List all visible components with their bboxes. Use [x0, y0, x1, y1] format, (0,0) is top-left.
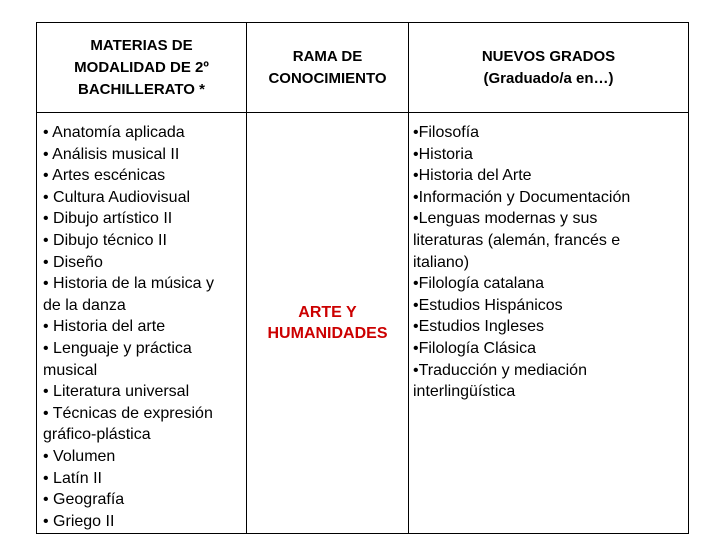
header-rama-line: RAMA DE: [292, 47, 363, 65]
materia-line: • Griego II: [43, 512, 115, 530]
rama-cell: [247, 113, 409, 534]
grado-line: •Filología Clásica: [413, 339, 536, 357]
header-materias-line: MATERIAS DE: [90, 36, 193, 54]
content-row: [37, 113, 689, 534]
materia-line: • Análisis musical II: [43, 145, 180, 163]
header-materias-line: MODALIDAD DE 2º: [74, 58, 209, 76]
materia-line: gráfico-plástica: [43, 426, 151, 444]
materias-list: [37, 113, 247, 534]
grado-line: •Estudios Ingleses: [413, 318, 545, 336]
header-rama-line: CONOCIMIENTO: [268, 69, 387, 87]
materia-line: • Literatura universal: [43, 383, 190, 401]
subjects-table: [36, 22, 689, 534]
header-rama: [247, 23, 409, 113]
materia-line: • Volumen: [43, 447, 116, 465]
grado-line: •Traducción y mediación: [413, 361, 587, 379]
header-grados: [409, 23, 689, 113]
materia-line: • Historia del arte: [43, 318, 166, 336]
materia-line: • Dibujo artístico II: [43, 210, 173, 228]
grado-line: literaturas (alemán, francés e: [413, 231, 621, 249]
grado-line: •Historia del Arte: [413, 167, 532, 185]
grado-line: interlingüística: [413, 383, 516, 401]
header-materias: [37, 23, 247, 113]
materia-line: • Técnicas de expresión: [43, 404, 213, 422]
materia-line: • Artes escénicas: [43, 167, 166, 185]
materia-line: • Dibujo técnico II: [43, 231, 167, 249]
grado-line: •Filología catalana: [413, 275, 545, 293]
materia-line: • Lenguaje y práctica: [43, 339, 192, 357]
grado-line: •Lenguas modernas y sus: [413, 210, 598, 228]
materia-line: • Latín II: [43, 469, 102, 487]
grado-line: •Estudios Hispánicos: [413, 296, 563, 314]
materia-line: • Anatomía aplicada: [43, 124, 185, 141]
grado-line: •Historia: [413, 145, 473, 163]
materia-line: musical: [43, 361, 98, 379]
grado-line: italiano): [413, 253, 470, 271]
header-row: [37, 23, 689, 113]
rama-line: ARTE Y: [298, 304, 357, 321]
materia-line: de la danza: [43, 296, 126, 314]
materia-line: • Cultura Audiovisual: [43, 188, 191, 206]
rama-line: HUMANIDADES: [267, 325, 388, 342]
header-materias-line: BACHILLERATO *: [78, 80, 205, 98]
grados-list: [409, 113, 689, 534]
materia-line: • Historia de la música y: [43, 275, 214, 293]
materia-line: • Geografía: [43, 491, 125, 509]
grado-line: •Filosofía: [413, 124, 480, 141]
materia-line: • Diseño: [43, 253, 103, 271]
header-grados-line: (Graduado/a en…): [483, 69, 614, 87]
header-grados-line: NUEVOS GRADOS: [481, 47, 616, 65]
grado-line: •Información y Documentación: [413, 188, 631, 206]
